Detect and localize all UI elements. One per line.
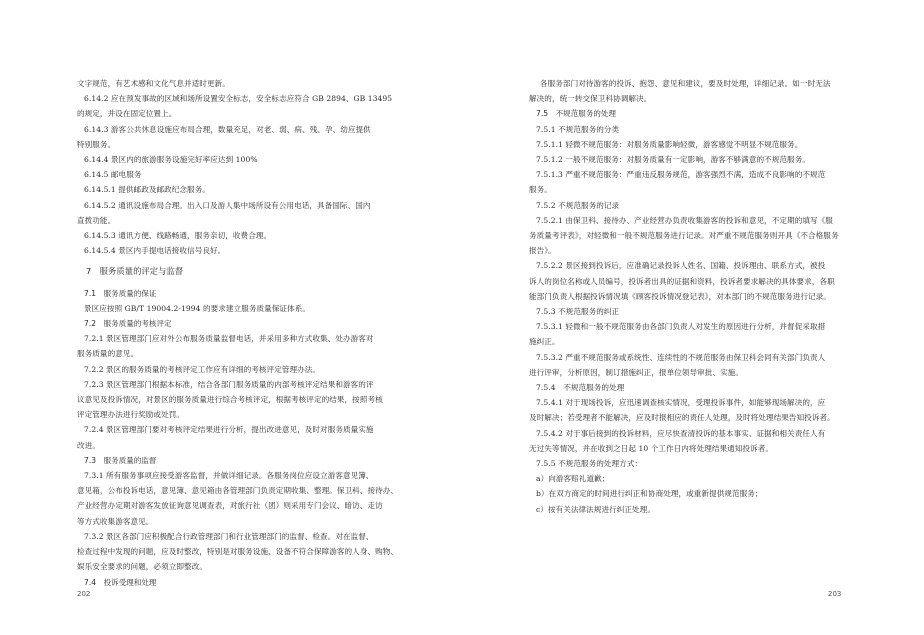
body-line: 7.5.3.1 轻微和一般不规范服务由各部门负责人对发生的原因进行分析，并督促采取措 [536,322,826,332]
body-line: 7.2.3 景区管理部门根据本标准，结合各部门服务质量的内部考核评定结果和游客的评 [84,379,374,389]
body-line: 能部门负责人根据投诉情况填《顾客投诉情况登记表》，对本部门的不规范服务进行记录。 [529,291,831,301]
body-line: 7.5.1.2 一般不规范服务：对服务质量有一定影响，游客不够满意的不规范服务。 [536,155,810,165]
body-line: 7.2.1 景区管理部门应对外公布服务质量监督电话，并采用多种方式收集、处办游客对 [84,334,374,344]
body-line: 7.3.2 景区各部门应积极配合行政管理部门和行业管理部门的监督、检查。对在监督、 [84,531,374,541]
body-line: 服务质量的意见。 [77,349,139,359]
body-line: 产业经营办定期对游客发放征询意见调查表，对旅行社（团）则采用专门会议、暗访、走访 [77,501,383,511]
body-line: 7.5.4 不规范服务的处理 [536,383,625,393]
body-line: 解决的，统一转交保卫科协调解决。 [529,94,652,104]
body-line: 6.14.2 应在预发事故的区域和场所设置安全标志，安全标志应符合 GB 2894、GB 13495 [84,94,393,104]
body-line: 6.14.5.2 通讯设施布局合理。出入口及游人集中场所设有公用电话，具备国际、国内 [84,200,371,210]
body-line: 6.14.5.1 提供邮政及邮政纪念服务。 [84,185,210,195]
body-line: 7.5.3 不规范服务的纠正 [536,307,620,317]
body-line: 各服务部门对待游客的投诉、抱怨、意见和建议，要及时处理，详细记录。如一时无法 [540,79,831,88]
body-line: 7.5.1.3 严重不规范服务：严重违反服务规范，游客强烈不满，造成不良影响的不规范 [536,170,826,180]
body-line: 议意见及投诉情况，对景区的服务质量进行综合考核评定，根据考核评定的结果，按照考核 [77,395,383,405]
subsection-heading: 7.3 服务质量的监督 [84,455,157,465]
body-line: 娱乐安全要求的问题，必须立即整改。 [77,562,207,572]
body-line: 6.14.5.4 景区内手提电话接收信号良好。 [84,246,226,256]
body-line: c）按有关法律法规进行纠正处理。 [536,504,655,514]
body-line: 无过失等情况，并在收到之日起 10 个工作日内将处理结果通知投诉者。 [529,443,773,453]
body-line: 7.5.1.1 轻微不规范服务：对服务质量影响轻微，游客感觉不明显不规范服务。 [536,139,803,149]
body-line: 7.3.1 所有服务事项应接受游客监督，并做详细记录。各服务岗位应设立游客意见簿、 [84,471,374,481]
body-line: 报告》。 [529,246,556,256]
body-line: 7.2.2 景区的服务质量的考核评定工作应有详细的考核评定管理办法。 [84,364,321,374]
body-line: 特别服务。 [77,139,116,149]
body-line: 直拨功能。 [77,215,116,225]
right-page-number: 203 [828,590,842,598]
left-page-number: 202 [77,590,91,598]
body-line: 7.5.1 不规范服务的分类 [536,124,620,134]
body-line: 诉人的岗位名称或人员编号，投诉者出具的证据和资料，投诉者要求解决的具体要求，各职 [529,276,835,286]
right-page-body [529,76,879,517]
left-page-body [77,76,427,590]
body-line: 6.14.5.3 通讯方便、线路畅通，服务亲切，收费合理。 [84,231,272,241]
body-line: 文字规范，有艺术感和文化气息并适时更新。 [77,79,230,88]
body-line: 6.14.3 游客公共休息设施应布局合理，数量充足，对老、弱、病、残、孕、幼应提供 [84,124,371,134]
body-line: 6.14.4 景区内的旅游服务设施完好率应达到 100% [84,155,258,165]
body-line: 7.5.3.2 严重不规范服务或系统性、连续性的不规范服务由保卫科会同有关部门负责人 [536,352,826,362]
body-line: 7.5.4.2 对于事后接到的投诉材料，应尽快查清投诉的基本事实、证据和相关责任人有 [536,428,826,438]
subsection-heading: 7.2 服务质量的考核评定 [84,319,172,329]
body-line: 及时解决；若受理者不能解决，应及时报相应的责任人处理，及时将处理结果告知投诉者。 [529,413,835,423]
subsection-heading: 7.5 不规范服务的处理 [536,109,617,119]
body-line: 7.5.4.1 对于现场投诉，应迅速调查核实情况，受理投诉事件，如能够现场解决的，应 [536,398,826,408]
body-line: 评定管理办法进行奖励或处罚。 [77,410,185,420]
body-line: 意见箱，公布投诉电话，意见簿、意见箱由各管理部门负责定期收集、整理。保卫科、接待办、 [77,486,399,496]
body-line: 进行评审，分析原因，制订措施纠正，报单位领导审批、实施。 [529,367,744,377]
body-line: 施纠正。 [529,337,560,347]
body-line: 服务。 [529,185,552,195]
body-line: a）向游客赔礼道歉； [536,474,610,484]
body-line: 7.5.2.2 景区接到投诉后，应准确记录投诉人姓名、国籍、投诉理由、联系方式，被投 [536,261,826,271]
body-line: 改进。 [77,440,100,450]
section-heading: 7 服务质量的评定与监督 [86,266,184,277]
body-line: 7.2.4 景区管理部门要对考核评定结果进行分析，提出改进意见，及时对服务质量实施 [84,425,374,435]
body-line: 的规定，并设在固定位置上。 [77,109,177,119]
body-line: 景区应按照 GB/T 19004.2-1994 的要求建立服务质量保证体系。 [84,303,310,313]
body-line: 等方式收集游客意见。 [77,516,154,526]
body-line: 7.5.2.1 由保卫科、接待办、产业经营办负责收集游客的投诉和意见，不定期的填写《服 [536,215,833,225]
subsection-heading: 7.1 服务质量的保证 [84,288,157,298]
body-line: 6.14.5 邮电服务 [84,170,142,180]
body-line: 7.5.5 不规范服务的处理方式： [536,459,643,469]
body-line: 务质量考评表》，对轻微和一般不规范服务进行记录。对严重不规范服务则开具《不合格服务 [529,231,839,241]
subsection-heading: 7.4 投诉受理和处理 [84,577,157,587]
body-line: 7.5.2 不规范服务的记录 [536,200,620,210]
body-line: 检查过程中发现的问题，应及时整改，特别是对服务设施、设备不符合保障游客的人身、购物、 [77,547,399,557]
body-line: b）在双方商定的时间进行纠正和协商处理，或重新提供规范服务； [536,489,763,499]
